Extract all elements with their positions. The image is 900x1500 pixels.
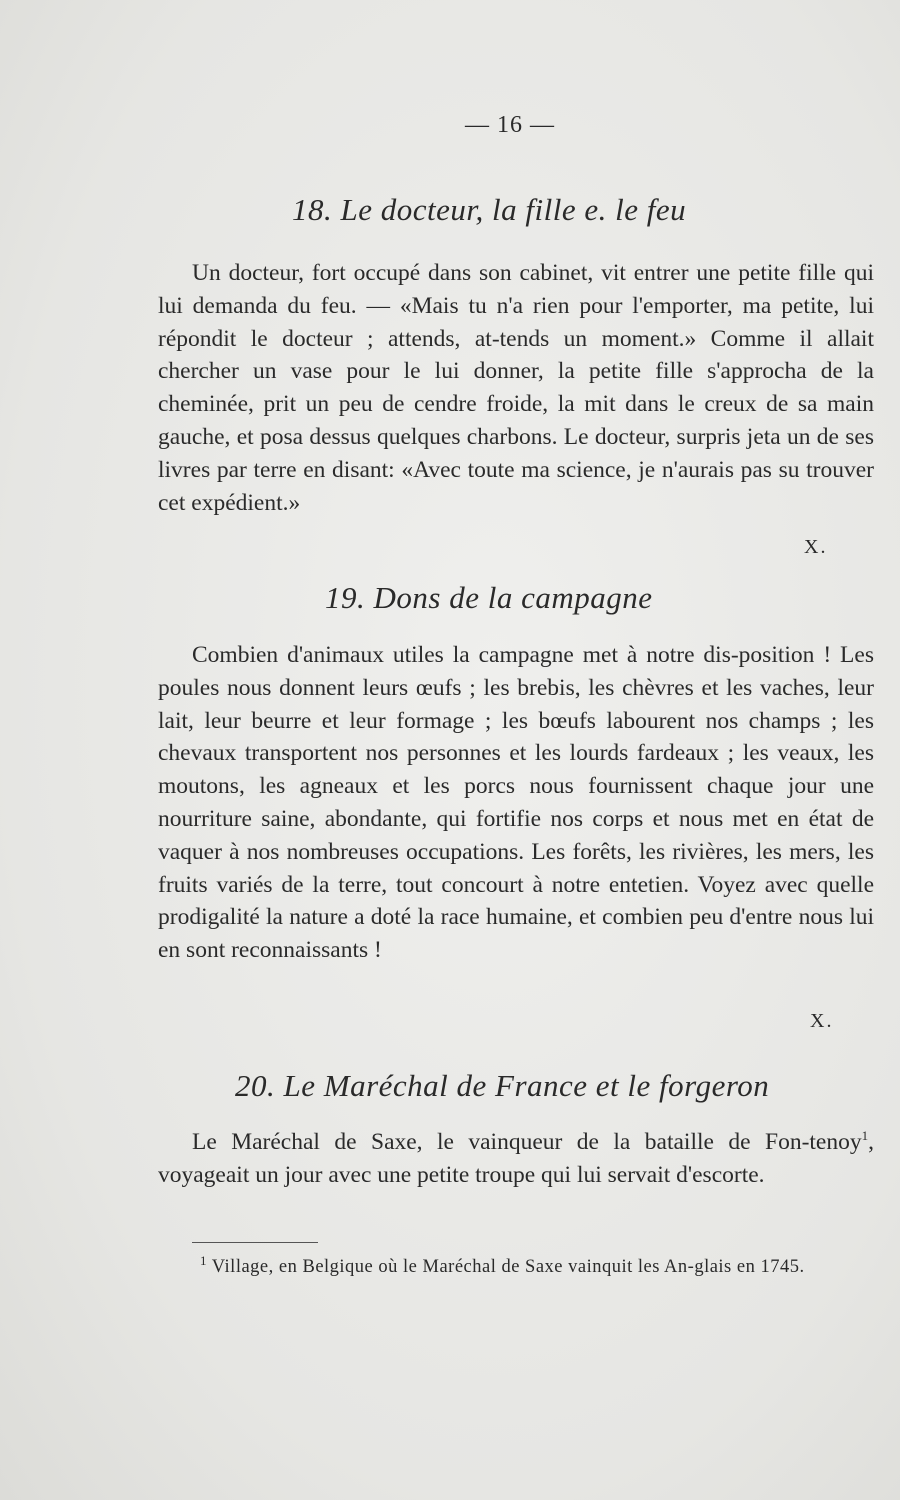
footnote	[160, 1252, 878, 1282]
section-body-20-part1: Le Maréchal de Saxe, le vainqueur de la bataille de Fon-tenoy	[192, 1129, 862, 1155]
section-title-20: 20. Le Maréchal de France et le forgeron	[235, 1068, 770, 1103]
footnote-mark: 1	[200, 1252, 207, 1268]
footnote-reference: 1	[861, 1128, 869, 1144]
section-body-18: Un docteur, fort occupé dans son cabinet, vit entrer une petite fille qui lui demanda du feu. — «Mais tu n'a rien pour l'emporter, ma petite, lui répondit le docteur ; attends, at-tends un moment.» Comme il allait chercher un vase pour le lui donner, la petite fille s'approcha de la cheminée, prit un peu de cendre froide, la mit dans le creux de sa main gauche, et posa dessus quelques charbons. Le docteur, surpris jeta un de ses livres par terre en disant: «Avec toute ma science, je n'aurais pas su trouver cet expédient.»	[158, 260, 874, 516]
section-title-18: 18. Le docteur, la fille e. le feu	[292, 192, 687, 227]
page-number: — 16 —	[465, 112, 555, 138]
section-body-20	[158, 1126, 874, 1192]
signature-18: X.	[804, 536, 828, 558]
footnote-text: Village, en Belgique où le Maréchal de Saxe vainquit les An-glais en 1745.	[211, 1257, 805, 1277]
section-body-20-part2: , voyageait un jour avec une petite troupe qui lui servait d'escorte.	[158, 1129, 874, 1188]
signature-19: X.	[810, 1010, 834, 1032]
section-body-19: Combien d'animaux utiles la campagne met à notre dis-position ! Les poules nous donnent leurs œufs ; les brebis, les chèvres et les vaches, leur lait, leur beurre et leur formage ; les bœufs labourent nos champs ; les chevaux transportent nos personnes et les lourds fardeaux ; les veaux, les moutons, les agneaux et les porcs nous fournissent chaque jour une nourriture saine, abondante, qui fortifie nos corps et nous met en état de vaquer à nos nombreuses occupations. Les forêts, les rivières, les mers, les fruits variés de la terre, tout concourt à notre entetien. Voyez avec quelle prodigalité la nature a doté la race humaine, et combien peu d'entre nous lui en sont reconnaissants !	[158, 642, 874, 964]
section-title-19: 19. Dons de la campagne	[325, 580, 653, 615]
footnote-divider	[192, 1242, 318, 1243]
